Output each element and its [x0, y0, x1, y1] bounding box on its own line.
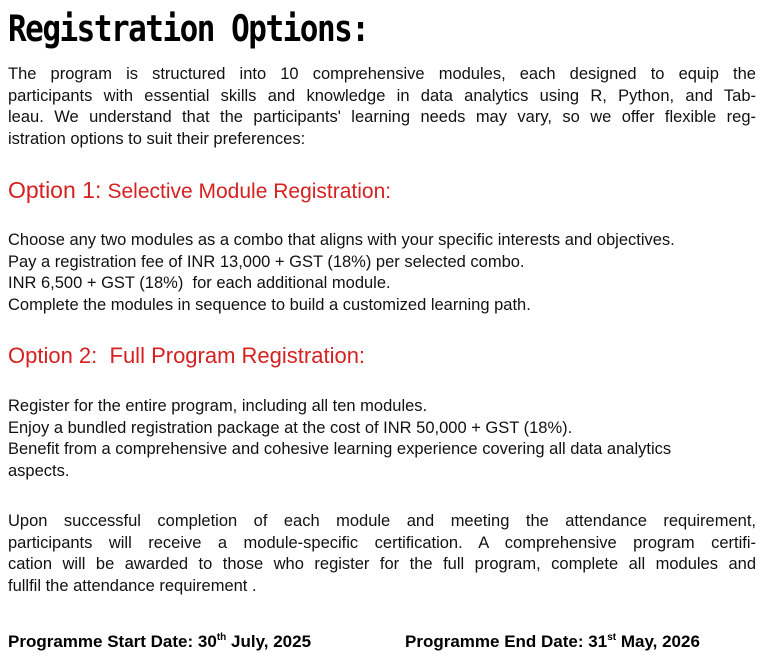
page-title: Registration Options: — [8, 8, 369, 51]
option1-label: Option 1: — [8, 177, 102, 203]
option2-item: Benefit from a comprehensive and cohesive learning experience covering all data analytics — [8, 440, 672, 459]
programme-start-date — [8, 632, 311, 652]
certification-line: participants will receive a module-specific certification. A comprehensive program certifi- — [8, 533, 756, 552]
intro-line: The program is structured into 10 comprehensive modules, each designed to equip the — [8, 65, 756, 83]
start-date-rest: July, 2025 — [231, 632, 312, 651]
option1-item: Pay a registration fee of INR 13,000 + GST (18%) per selected combo. — [8, 252, 525, 271]
option2-heading: Option 2: Full Program Registration: — [8, 343, 366, 368]
option1-title: Selective Module Registration: — [107, 180, 392, 203]
option2-item: Enjoy a bundled registration package at the cost of INR 50,000 + GST (18%). — [8, 418, 573, 437]
option2-item: Register for the entire program, including all ten modules. — [8, 397, 428, 415]
end-date-rest: May, 2026 — [620, 632, 700, 651]
certification-line: Upon successful completion of each module and meeting the attendance requirement, — [8, 512, 756, 530]
certification-line: fullfil the attendance requirement . — [8, 577, 257, 596]
end-date-day: 31 — [588, 632, 608, 651]
intro-line: istration options to suit their preferences: — [8, 130, 306, 149]
intro-line: leau. We understand that the participants' learning needs may vary, so we offer flexible reg- — [8, 108, 756, 127]
option1-item: Choose any two modules as a combo that aligns with your specific interests and objectives. — [8, 231, 675, 249]
end-date-label: Programme End Date: — [405, 632, 584, 651]
option2-details — [8, 396, 756, 483]
certification-line: cation will be awarded to those who register for the full program, complete all modules and — [8, 555, 756, 574]
option1-item: Complete the modules in sequence to build a customized learning path. — [8, 296, 531, 315]
certification-paragraph — [8, 511, 756, 598]
intro-paragraph — [8, 64, 756, 151]
programme-end-date — [405, 632, 700, 652]
option1-item: INR 6,500 + GST (18%) for each additional module. — [8, 274, 391, 293]
intro-line: participants with essential skills and knowledge in data analytics using R, Python, and Tab- — [8, 86, 756, 105]
option1-heading — [8, 177, 391, 204]
start-date-suffix: th — [216, 632, 227, 643]
option1-details — [8, 230, 756, 317]
start-date-day: 30 — [197, 632, 217, 651]
option2-item: aspects. — [8, 462, 70, 481]
start-date-label: Programme Start Date: — [8, 632, 194, 651]
end-date-suffix: st — [607, 632, 617, 643]
